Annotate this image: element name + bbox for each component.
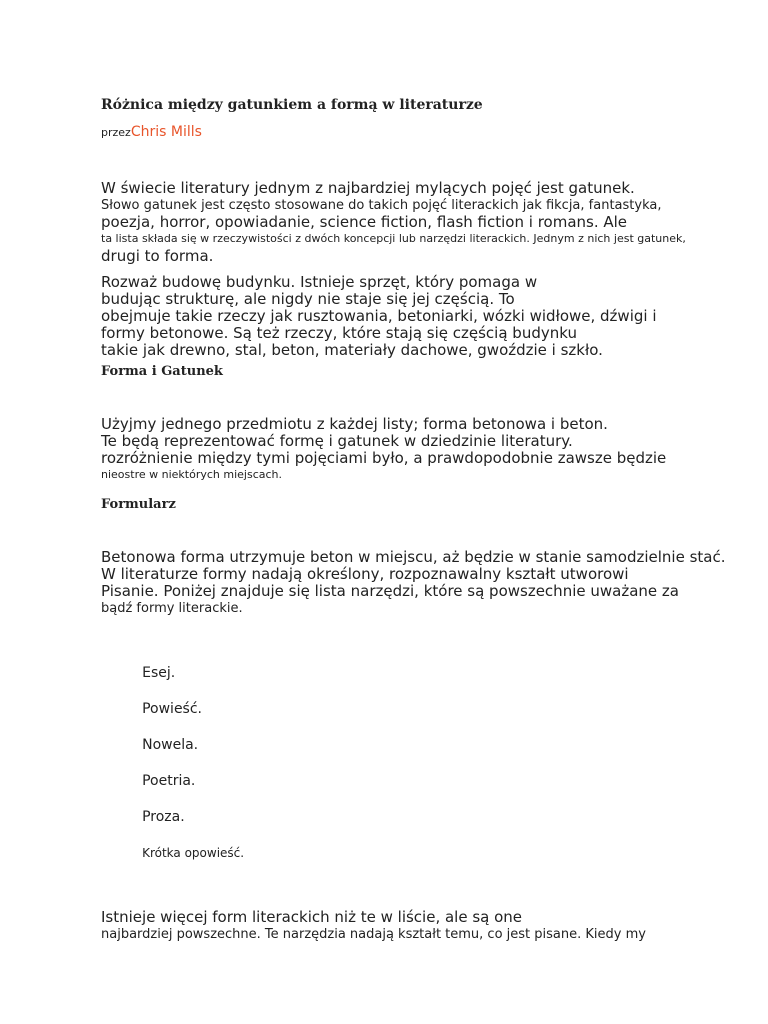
building-line: takie jak drewno, stal, beton, materiały dachowe, gwoździe i szkło. — [101, 341, 603, 359]
intro-paragraph — [101, 180, 721, 265]
closing-line: najbardziej powszechne. Te narzędzia nadają kształt temu, co jest pisane. Kiedy my — [101, 927, 646, 942]
section2-line: W literaturze formy nadają określony, rozpoznawalny kształt utworowi — [101, 565, 629, 583]
building-line: obejmuje takie rzeczy jak rusztowania, betoniarki, wózki widłowe, dźwigi i — [101, 307, 657, 325]
section1-paragraph — [101, 416, 721, 482]
section2-line: Betonowa forma utrzymuje beton w miejscu, aż będzie w stanie samodzielnie stać. — [101, 548, 726, 566]
closing-line: Istnieje więcej form literackich niż te w liście, ale są one — [101, 908, 523, 926]
list-item-label: Esej. — [142, 665, 176, 681]
document-page — [101, 96, 726, 943]
list-item-label: Powieść. — [142, 701, 202, 717]
section1-line: Te będą reprezentować formę i gatunek w dziedzinie literatury. — [101, 432, 573, 450]
list-item-label: Proza. — [142, 809, 185, 825]
author-link[interactable]: Chris Mills — [130, 124, 202, 140]
section2-line: Pisanie. Poniżej znajduje się lista narzędzi, które są powszechnie uważane za — [101, 582, 679, 600]
byline — [101, 122, 721, 142]
section-heading-formularz: Formularz — [101, 497, 176, 512]
intro-line: W świecie literatury jednym z najbardziej mylących pojęć jest gatunek. — [101, 179, 635, 197]
list-item-label: Krótka opowieść. — [142, 846, 245, 860]
intro-line: poezja, horror, opowiadanie, science fiction, flash fiction i romans. Ale — [101, 213, 628, 231]
building-line: budując strukturę, ale nigdy nie staje się jej częścią. To — [101, 290, 515, 308]
byline-label: przez — [101, 126, 131, 139]
list-item — [125, 807, 721, 843]
section1-line: nieostre w niektórych miejscach. — [101, 468, 282, 481]
building-line: formy betonowe. Są też rzeczy, które stają się częścią budynku — [101, 324, 577, 342]
list-item-label: Nowela. — [142, 737, 199, 753]
list-item — [125, 699, 721, 735]
intro-line: ta lista składa się w rzeczywistości z dwóch koncepcji lub narzędzi literackich. Jednym z nich jest gatunek, — [101, 232, 686, 245]
list-item — [125, 735, 721, 771]
building-paragraph — [101, 274, 721, 359]
list-item — [125, 663, 721, 699]
section-heading-forma-i-gatunek: Forma i Gatunek — [101, 364, 223, 379]
forms-list — [101, 663, 721, 879]
intro-line: Słowo gatunek jest często stosowane do takich pojęć literackich jak fikcja, fantastyka, — [101, 198, 662, 213]
section1-line: rozróżnienie między tymi pojęciami było, a prawdopodobnie zawsze będzie — [101, 449, 667, 467]
list-item — [125, 771, 721, 807]
list-item-label: Poetria. — [142, 773, 196, 789]
closing-paragraph — [101, 909, 721, 943]
section2-paragraph — [101, 548, 726, 617]
section2-line: bądź formy literackie. — [101, 601, 243, 616]
list-item — [125, 843, 721, 879]
building-line: Rozważ budowę budynku. Istnieje sprzęt, który pomaga w — [101, 273, 538, 291]
article-title: Różnica między gatunkiem a formą w literaturze — [101, 97, 483, 113]
intro-line: drugi to forma. — [101, 247, 214, 265]
section1-line: Użyjmy jednego przedmiotu z każdej listy; forma betonowa i beton. — [101, 415, 608, 433]
